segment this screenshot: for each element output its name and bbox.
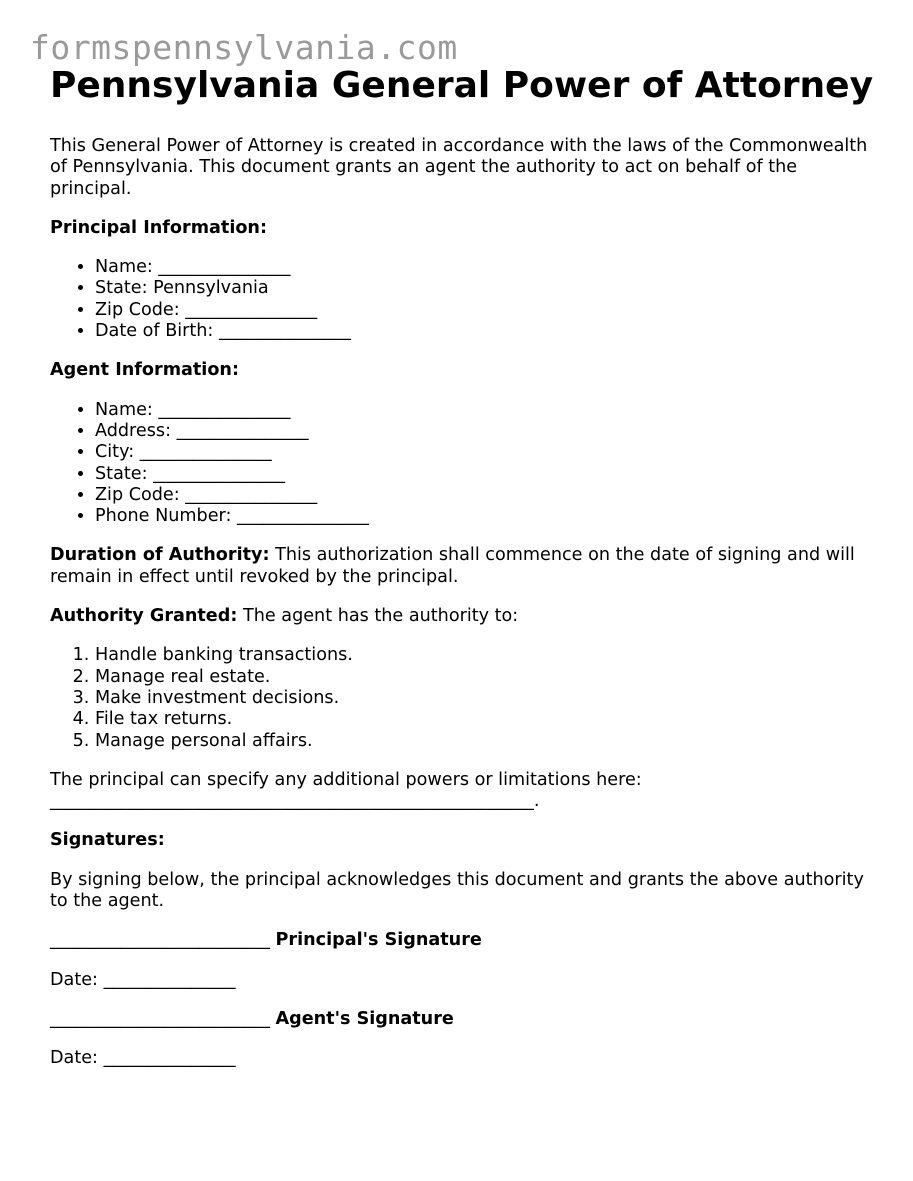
authority-item: 5. Manage personal affairs. — [95, 731, 875, 752]
principal-heading: Principal Information: — [50, 217, 267, 238]
intro-paragraph: This General Power of Attorney is created in accordance with the laws of the Commonwealth of Pennsylvania. This document grants an agent the authority to act on behalf of the principal. — [50, 136, 868, 199]
principal-signature-row — [50, 930, 875, 951]
agent-signature-label: Agent's Signature — [275, 1008, 454, 1029]
duration-paragraph — [50, 545, 875, 588]
principal-signature-line: _________________________ — [50, 930, 270, 951]
agent-address-field: • Address: _______________ — [95, 421, 875, 442]
authority-list — [50, 645, 875, 751]
agent-state-field: • State: _______________ — [95, 464, 875, 485]
agent-signature-row — [50, 1009, 875, 1030]
agent-signature-line: _________________________ — [50, 1008, 270, 1029]
authority-item: 1. Handle banking transactions. — [95, 645, 875, 666]
document-title: Pennsylvania General Power of Attorney — [50, 65, 874, 106]
signatures-statement: By signing below, the principal acknowledges this document and grants the above authority to the agent. — [50, 869, 864, 912]
authority-item: 3. Make investment decisions. — [95, 688, 875, 709]
agent-heading: Agent Information: — [50, 360, 239, 381]
document-body — [50, 64, 875, 1070]
authority-item: 2. Manage real estate. — [95, 667, 875, 688]
authority-item: 4. File tax returns. — [95, 709, 875, 730]
principal-signature-label: Principal's Signature — [275, 930, 482, 951]
principal-list — [50, 257, 875, 342]
principal-dob-field: • Date of Birth: _______________ — [95, 321, 875, 342]
signatures-heading: Signatures: — [50, 830, 165, 851]
agent-date-field: Date: _______________ — [50, 1048, 236, 1069]
agent-city-field: • City: _______________ — [95, 442, 875, 463]
principal-state-field: • State: Pennsylvania — [95, 278, 875, 299]
duration-label: Duration of Authority: — [50, 545, 270, 566]
agent-list — [50, 400, 875, 528]
agent-zip-field: • Zip Code: _______________ — [95, 485, 875, 506]
authority-paragraph — [50, 606, 875, 627]
authority-text: The agent has the authority to: — [237, 606, 519, 627]
principal-name-field: • Name: _______________ — [95, 257, 875, 278]
duration-text: This authorization shall commence on the date of signing and will remain in effect until revoked by the principal. — [50, 545, 855, 587]
authority-label: Authority Granted: — [50, 606, 238, 627]
site-watermark: formspennsylvania.com — [30, 28, 458, 67]
principal-date-field: Date: _______________ — [50, 969, 236, 990]
additional-powers-paragraph: The principal can specify any additional powers or limitations here: _______________________________________________________. — [50, 769, 642, 812]
agent-phone-field: • Phone Number: _______________ — [95, 506, 875, 527]
agent-name-field: • Name: _______________ — [95, 400, 875, 421]
principal-zip-field: • Zip Code: _______________ — [95, 300, 875, 321]
